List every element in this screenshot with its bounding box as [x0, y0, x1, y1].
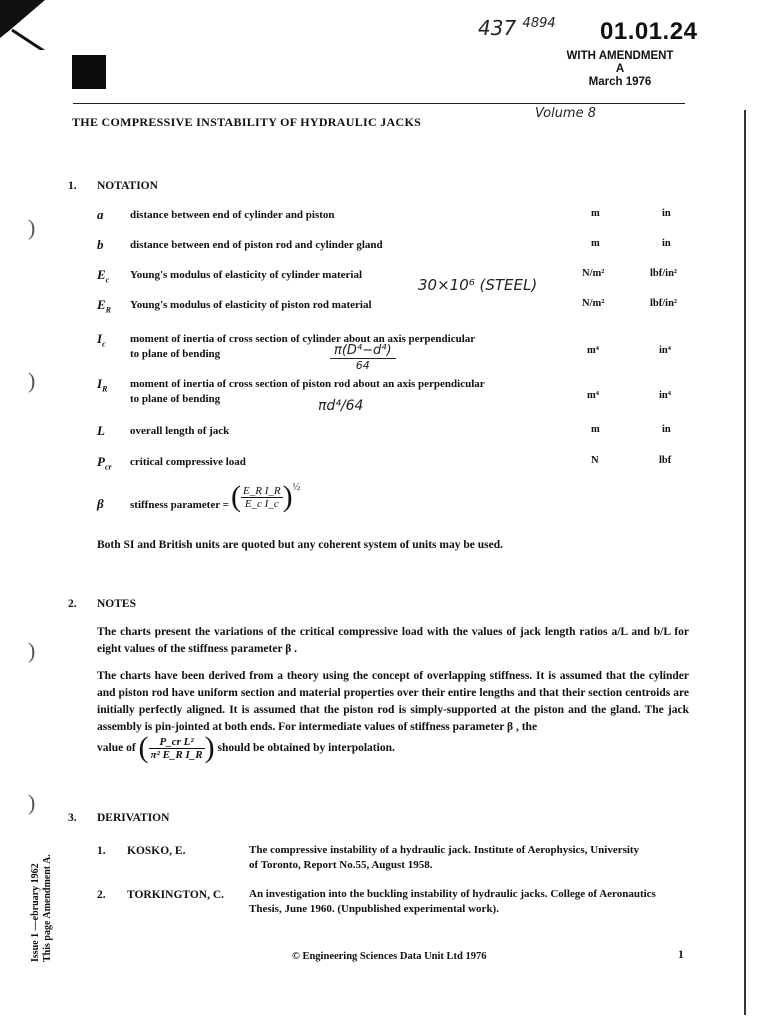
si-unit: N/m²	[582, 268, 605, 279]
punch-mark: )	[28, 638, 36, 663]
notation-row	[97, 297, 697, 315]
si-unit: N	[591, 455, 599, 466]
beta-symbol: β	[97, 496, 104, 511]
notes-paragraph-2: The charts have been derived from a theory using the concept of overlapping stiffness. It is assumed that the cylinder and piston rod have uniform section and material properties over their entire lengths and that their section centroids are initially perfectly aligned. It is assumed that the piston rod is simply-supported at the piston and the gland. The jack assembly is pin-jointed at both ends. For intermediate values of stiffness parameter β , the	[97, 670, 689, 733]
reference-author: KOSKO, E.	[127, 845, 186, 857]
british-unit: in⁴	[659, 345, 671, 356]
british-unit: in	[662, 424, 671, 435]
si-unit: m⁴	[587, 345, 599, 356]
document-title: THE COMPRESSIVE INSTABILITY OF HYDRAULIC JACKS	[72, 115, 422, 129]
notation-row	[97, 454, 697, 472]
beta-fraction: $\frac{\text{E\_R I\_R}}{\text{E\_c I\_c}}$	[243, 484, 281, 510]
british-unit: in⁴	[659, 390, 671, 401]
si-unit: m	[591, 424, 600, 435]
handwritten-ref: 437 $^{4894}$	[478, 16, 556, 40]
reference-item	[97, 843, 697, 877]
amendment-date: March 1976	[588, 76, 652, 88]
reference-item	[97, 887, 697, 921]
symbol: b	[97, 237, 104, 252]
british-unit: in	[662, 238, 671, 249]
reference-title: The compressive instability of a hydraulic jack. Institute of Aerophysics, University	[249, 844, 640, 856]
si-unit: m	[591, 208, 600, 219]
section-number: 1.	[68, 180, 77, 192]
si-unit: m⁴	[587, 390, 599, 401]
reference-number: 2.	[97, 889, 106, 901]
notation-row	[97, 423, 697, 441]
punch-mark: )	[28, 215, 36, 240]
handwritten-ir-formula: πd⁴/64	[318, 398, 364, 414]
symbol: $I_c$	[97, 331, 106, 349]
punch-mark: )	[28, 368, 36, 393]
symbol: $I_R$	[97, 376, 108, 394]
notes-paragraph-1: The charts present the variations of the critical compressive load with the values of jack length ratios a/L and b/L for eight values of the stiffness parameter β .	[97, 626, 689, 655]
handwritten-steel-note: 30×10⁶ (STEEL)	[418, 276, 538, 294]
symbol: a	[97, 207, 104, 222]
scan-smudge-icon	[0, 0, 60, 50]
reference-title-continued: of Toronto, Report No.55, August 1958.	[249, 859, 433, 871]
reference-author: TORKINGTON, C.	[127, 889, 225, 901]
amendment-letter: A	[615, 63, 625, 75]
issue-line: Issue 1 —ebruary 1962	[30, 863, 41, 962]
definition: overall length of jack	[130, 425, 230, 437]
section-heading: NOTATION	[97, 180, 158, 192]
reference-number: 1.	[97, 845, 106, 857]
amendment-label: WITH AMENDMENT	[566, 50, 674, 62]
definition: Young's modulus of elasticity of cylinder material	[130, 269, 363, 281]
definition: moment of inertia of cross section of cylinder about an axis perpendicular	[130, 333, 476, 345]
notation-row	[97, 237, 697, 255]
reference-title: An investigation into the buckling instability of hydraulic jacks. College of Aeronautics	[249, 888, 656, 900]
definition: Young's modulus of elasticity of piston rod material	[130, 299, 372, 311]
notes-paragraph-3: value of ( $\frac{\text{P\_cr L²}}{\text{π² E\_R I\_R}}$ ) should be obtained by interpolation.	[97, 731, 395, 764]
right-margin-line	[744, 110, 746, 1015]
black-square-mark	[72, 55, 106, 89]
notation-row	[97, 267, 697, 285]
section-number: 2.	[68, 598, 77, 610]
definition: moment of inertia of cross section of piston rod about an axis perpendicular	[130, 378, 485, 390]
symbol: $E_c$	[97, 267, 110, 285]
pcr-fraction: $\frac{\text{P\_cr L²}}{\text{π² E\_R I\_R}}$	[150, 735, 203, 761]
british-unit: in	[662, 208, 671, 219]
symbol: $P_{cr}$	[97, 454, 112, 472]
section-heading: NOTES	[97, 598, 136, 610]
section-number: 3.	[68, 812, 77, 824]
punch-mark: )	[28, 790, 36, 815]
amendment-line: This page Amendment A.	[42, 854, 53, 962]
beta-row	[97, 482, 397, 532]
definition: distance between end of cylinder and piston	[130, 209, 335, 221]
handwritten-ic-formula: π(D⁴−d⁴) 64	[330, 343, 396, 372]
notation-row	[97, 207, 697, 225]
header-rule	[73, 103, 685, 104]
copyright-notice: © Engineering Sciences Data Unit Ltd 1976	[292, 951, 487, 962]
symbol: L	[97, 423, 105, 438]
symbol: $E_R$	[97, 297, 112, 315]
volume-note: Volume 8	[535, 106, 597, 121]
definition-continued: to plane of bending	[130, 393, 221, 405]
page-number: 1	[678, 949, 684, 961]
british-unit: lbf	[659, 455, 672, 466]
notation-row	[97, 376, 697, 410]
definition: critical compressive load	[130, 456, 246, 468]
beta-formula: ( $\frac{\text{E\_R I\_R}}{\text{E\_c I\_c}}$ )$^{\frac{1}{2}}$	[231, 480, 301, 513]
british-unit: lbf/in²	[650, 268, 678, 279]
section-heading: DERIVATION	[97, 812, 170, 824]
si-unit: m	[591, 238, 600, 249]
definition: distance between end of piston rod and cylinder gland	[130, 239, 383, 251]
definition-continued: to plane of bending	[130, 348, 221, 360]
beta-label: stiffness parameter =	[130, 499, 229, 511]
item-number: 01.01.24	[600, 18, 698, 45]
reference-title-continued: Thesis, June 1960. (Unpublished experimental work).	[249, 903, 499, 915]
beta-exponent: ½	[292, 482, 301, 493]
si-unit: N/m²	[582, 298, 605, 309]
amendment-block	[550, 50, 690, 89]
units-note: Both SI and British units are quoted but any coherent system of units may be used.	[97, 539, 503, 551]
notation-row	[97, 331, 697, 365]
british-unit: lbf/in²	[650, 298, 678, 309]
side-issue-note	[30, 854, 54, 962]
scan-corner-smudge	[0, 0, 60, 50]
